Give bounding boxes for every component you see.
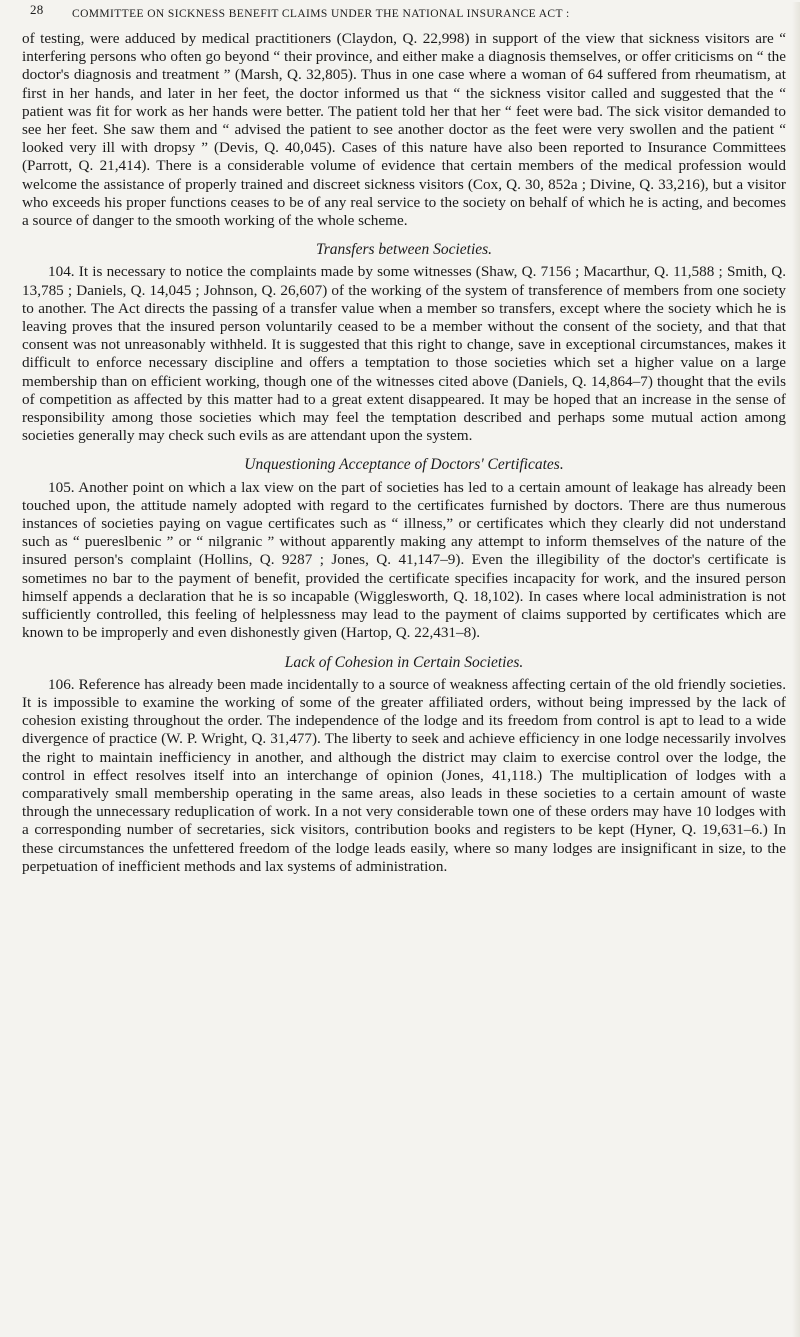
document-page	[0, 2, 800, 1337]
running-title: COMMITTEE ON SICKNESS BENEFIT CLAIMS UNDER THE NATIONAL INSURANCE ACT :	[72, 8, 570, 20]
page-number: 28	[30, 2, 44, 17]
page-edge-shadow	[792, 2, 800, 1337]
section-heading-certificates: Unquestioning Acceptance of Doctors' Certificates.	[244, 456, 564, 474]
paragraph-104: 104. It is necessary to notice the complaints made by some witnesses (Shaw, Q. 7156 ; Macarthur, Q. 11,588 ; Smith, Q. 13,785 ; Daniels, Q. 14,045 ; Johnson, Q. 26,607) of the working of the system of transference of members from one society to another. The Act directs the passing of a transfer value when a member so transfers, except where the society which he is leaving proves that the insured person voluntarily ceased to be a member without the consent of the society, and that that consent was not unreasonably withheld. It is suggested that this right to change, save in exceptional circumstances, makes it difficult to enforce necessary discipline and offers a temptation to those societies which set a higher value on a large membership than on efficient working, though one of the witnesses cited above (Daniels, Q. 14,864–7) thought that the evils of competition as affected by this matter had to a great extent disappeared. It may be hoped that an increase in the sense of responsibility among those societies which may feel the temptation described and perhaps some mutual action among societies generally may check such evils as are attendant upon the system.	[22, 263, 786, 445]
section-heading-transfers: Transfers between Societies.	[315, 241, 493, 259]
paragraph-106: 106. Reference has already been made incidentally to a source of weakness affecting certain of the old friendly societies. It is impossible to examine the working of some of the greater affiliated orders, without being impressed by the lack of cohesion existing throughout the order. The independence of the lodge and its freedom from control is apt to lead to a wide divergence of practice (W. P. Wright, Q. 31,477). The liberty to seek and achieve efficiency in one lodge necessarily involves the right to maintain inefficiency in another, and although the district may claim to exercise control over the lodge, the control in effect resolves itself into an interchange of opinion (Jones, 41,118.) The multiplication of lodges with a comparatively small membership operating in the same areas, also leads in these societies to a certain amount of waste through the unnecessary reduplication of work. In a not very considerable town one of these orders may have 10 lodges with a corresponding number of secretaries, sick visitors, contribution books and registers to be kept (Hyner, Q. 19,631–6.) In these circumstances the unfettered freedom of the lodge leads easily, where so many lodges are insignificant in size, to the perpetuation of inefficient methods and lax systems of administration.	[22, 675, 786, 875]
paragraph-continuation: of testing, were adduced by medical practitioners (Claydon, Q. 22,998) in support of the view that sickness visitors are “ interfering persons who often go beyond “ their province, and either make a diagnosis themselves, or offer criticisms on “ the doctor's diagnosis and treatment ” (Marsh, Q. 32,805). Thus in one case where a woman of 64 suffered from rheumatism, at first in her hands, and later in her feet, the doctor informed us that “ the sickness visitor called and suggested that the “ patient was fit for work as her hands were better. The patient told her that her “ feet were bad. The sick visitor demanded to see her feet. She saw them and “ advised the patient to see another doctor as the feet were very swollen and the patient “ looked very ill with dropsy ” (Devis, Q. 40,045). Cases of this nature have also been reported to Insurance Committees (Parrott, Q. 21,414). There is a considerable volume of evidence that certain members of the medical profession would welcome the assistance of properly trained and discreet sickness visitors (Cox, Q. 30, 852a ; Divine, Q. 33,216), but a visitor who exceeds his proper functions ceases to be of any real service to the society on behalf of which he is acting, and becomes a source of danger to the smooth working of the whole scheme.	[22, 30, 786, 230]
running-head	[22, 2, 786, 24]
body-text	[22, 30, 786, 876]
section-heading-cohesion: Lack of Cohesion in Certain Societies.	[284, 653, 524, 671]
paragraph-105: 105. Another point on which a lax view on the part of societies has led to a certain amount of leakage has already been touched upon, the attitude namely adopted with regard to the certificates furnished by doctors. There are thus numerous instances of societies paying on vague certificates such as “ illness,” or certificates which they clearly did not understand such as “ puereslbenic ” or “ nilgranic ” without apparently making any attempt to inform themselves of the nature of the insured person's complaint (Hollins, Q. 9287 ; Jones, Q. 41,147–9). Even the illegibility of the doctor's certificate is sometimes no bar to the payment of benefit, provided the certificate specifies incapacity for work, and the insured person himself appends a declaration that he is so incapable (Wigglesworth, Q. 18,102). In cases where local administration is not sufficiently controlled, this feeling of helplessness may lead to the payment of claims supported by certificates which are known to be improperly and even dishonestly given (Hartop, Q. 22,431–8).	[22, 478, 786, 642]
